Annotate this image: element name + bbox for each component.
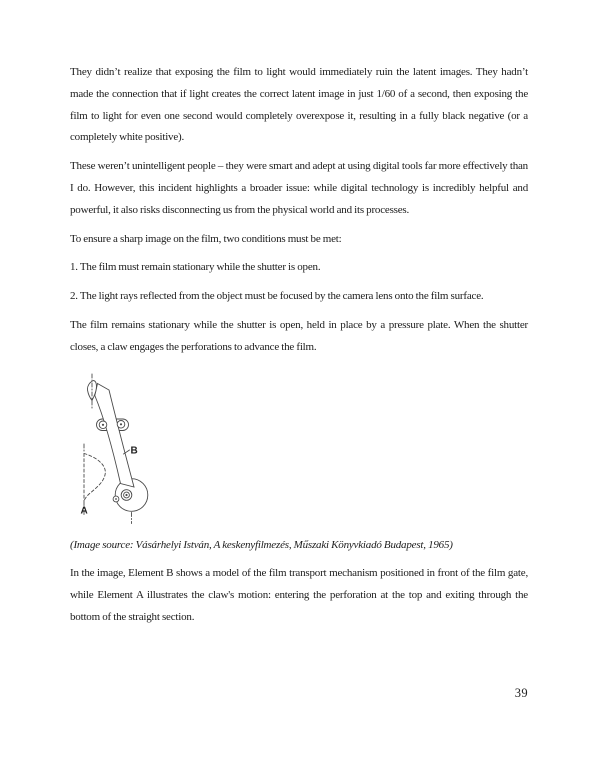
claw-mechanism-figure <box>58 368 168 526</box>
claw-arm <box>95 383 134 487</box>
motion-path-return-curve <box>84 453 105 501</box>
page-number: 39 <box>514 686 528 700</box>
list-item-film-stationary: 1. The film must remain stationary while the shutter is open. <box>70 261 321 274</box>
list-item-light-focused: 2. The light rays reflected from the object must be focused by the camera lens onto the film surface. <box>70 290 484 303</box>
paragraph-latent-images: They didn’t realize that exposing the film to light would immediately ruin the latent images. They hadn’t made the connection that if light creates the correct latent image in just 1/60 of a second, then exposing the film to light for even one second would completely overexpose it, resulting in a fully black negative (or a completely white positive). <box>70 66 528 144</box>
hub-side-roller-center <box>115 498 117 500</box>
claw-mechanism-diagram <box>58 368 168 526</box>
paragraph-pressure-plate: The film remains stationary while the shutter is open, held in place by a pressure plate. When the shutter closes, a claw engages the perforations to advance the film. <box>70 318 528 353</box>
figure-label-a: A <box>80 505 88 517</box>
paragraph-figure-explanation: In the image, Element B shows a model of the film transport mechanism positioned in front of the film gate, while Element A illustrates the claw's motion: entering the perforation at the top and exiting through the bottom of the straight section. <box>70 567 528 623</box>
paragraph-two-conditions-intro: To ensure a sharp image on the film, two conditions must be met: <box>70 232 342 245</box>
left-pivot-center <box>102 423 104 425</box>
wheel-hub-center <box>125 493 127 495</box>
paragraph-digital-tools: These weren’t unintelligent people – they were smart and adept at using digital tools far more effectively than I do. However, this incident highlights a broader issue: while digital technology is incredibly helpful and powerful, it also risks disconnecting us from the physical world and its processes. <box>70 160 528 216</box>
right-pivot-center <box>120 423 122 425</box>
image-source-caption: (Image source: Vásárhelyi István, A keskenyfilmezés, Műszaki Könyvkiadó Budapest, 1965) <box>70 538 453 551</box>
figure-label-b: B <box>130 445 138 457</box>
